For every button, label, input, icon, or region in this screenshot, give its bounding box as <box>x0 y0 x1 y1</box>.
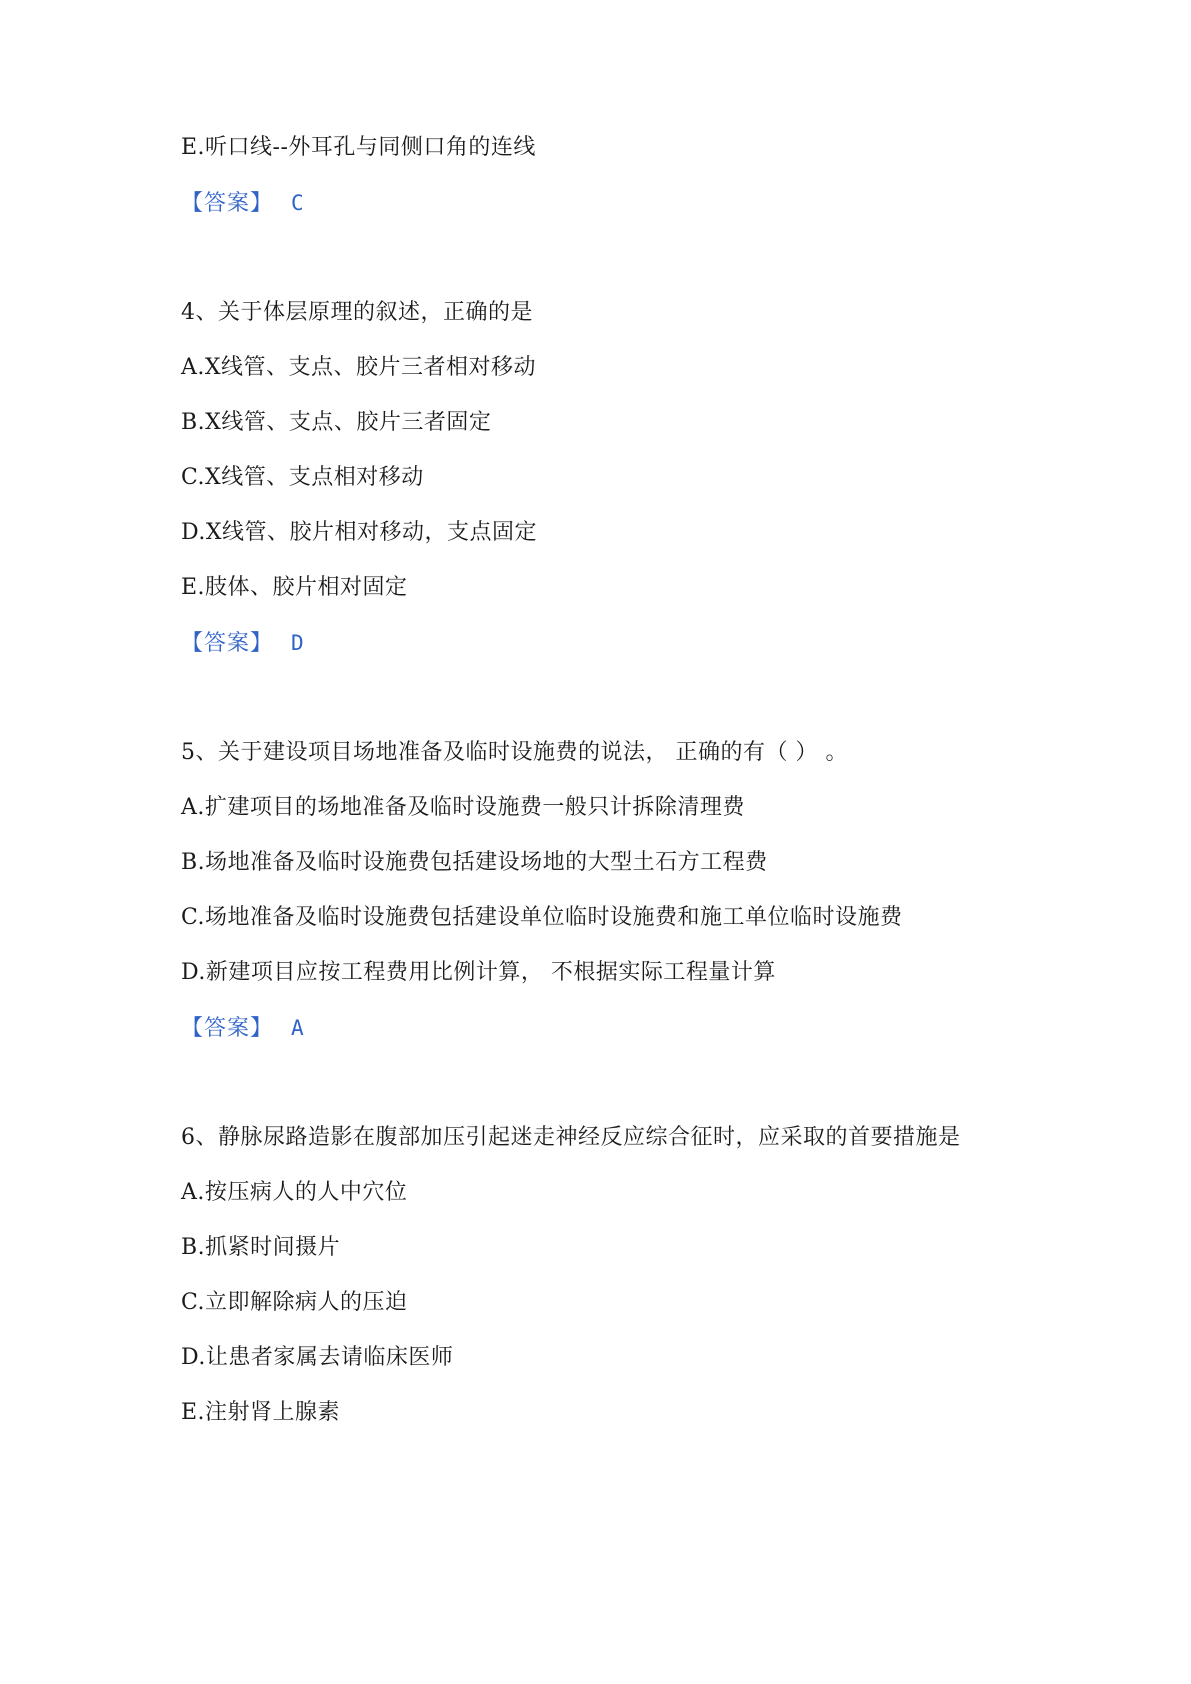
q5-stem: 5、关于建设项目场地准备及临时设施费的说法， 正确的有（ ） 。 <box>181 740 848 765</box>
answer-label: 【答案】 <box>181 631 274 656</box>
q3-option-e: E.听口线--外耳孔与同侧口角的连线 <box>181 135 536 160</box>
q5-option-c: C.场地准备及临时设施费包括建设单位临时设施费和施工单位临时设施费 <box>181 905 903 930</box>
answer-value: D <box>291 631 305 655</box>
q5-answer <box>181 1013 304 1044</box>
q6-option-e: E.注射肾上腺素 <box>181 1400 341 1425</box>
q6-option-b: B.抓紧时间摄片 <box>181 1235 341 1260</box>
answer-value: C <box>291 191 305 215</box>
q4-option-e: E.肢体、胶片相对固定 <box>181 575 408 600</box>
q4-stem: 4、关于体层原理的叙述，正确的是 <box>181 300 533 325</box>
q5-option-d: D.新建项目应按工程费用比例计算， 不根据实际工程量计算 <box>181 960 776 985</box>
q4-option-a: A.X线管、支点、胶片三者相对移动 <box>181 355 537 380</box>
q4-option-d: D.X线管、胶片相对移动，支点固定 <box>181 520 538 545</box>
q6-option-a: A.按压病人的人中穴位 <box>181 1180 408 1205</box>
q6-option-c: C.立即解除病人的压迫 <box>181 1290 408 1315</box>
q5-option-a: A.扩建项目的场地准备及临时设施费一般只计拆除清理费 <box>181 795 745 820</box>
answer-label: 【答案】 <box>181 1016 274 1041</box>
answer-label: 【答案】 <box>181 191 274 216</box>
q4-answer <box>181 628 304 659</box>
q4-option-c: C.X线管、支点相对移动 <box>181 465 424 490</box>
q3-answer <box>181 188 304 219</box>
q6-stem: 6、静脉尿路造影在腹部加压引起迷走神经反应综合征时，应采取的首要措施是 <box>181 1125 961 1150</box>
answer-value: A <box>291 1016 305 1040</box>
q4-option-b: B.X线管、支点、胶片三者固定 <box>181 410 492 435</box>
q5-option-b: B.场地准备及临时设施费包括建设场地的大型土石方工程费 <box>181 850 768 875</box>
q6-option-d: D.让患者家属去请临床医师 <box>181 1345 454 1370</box>
